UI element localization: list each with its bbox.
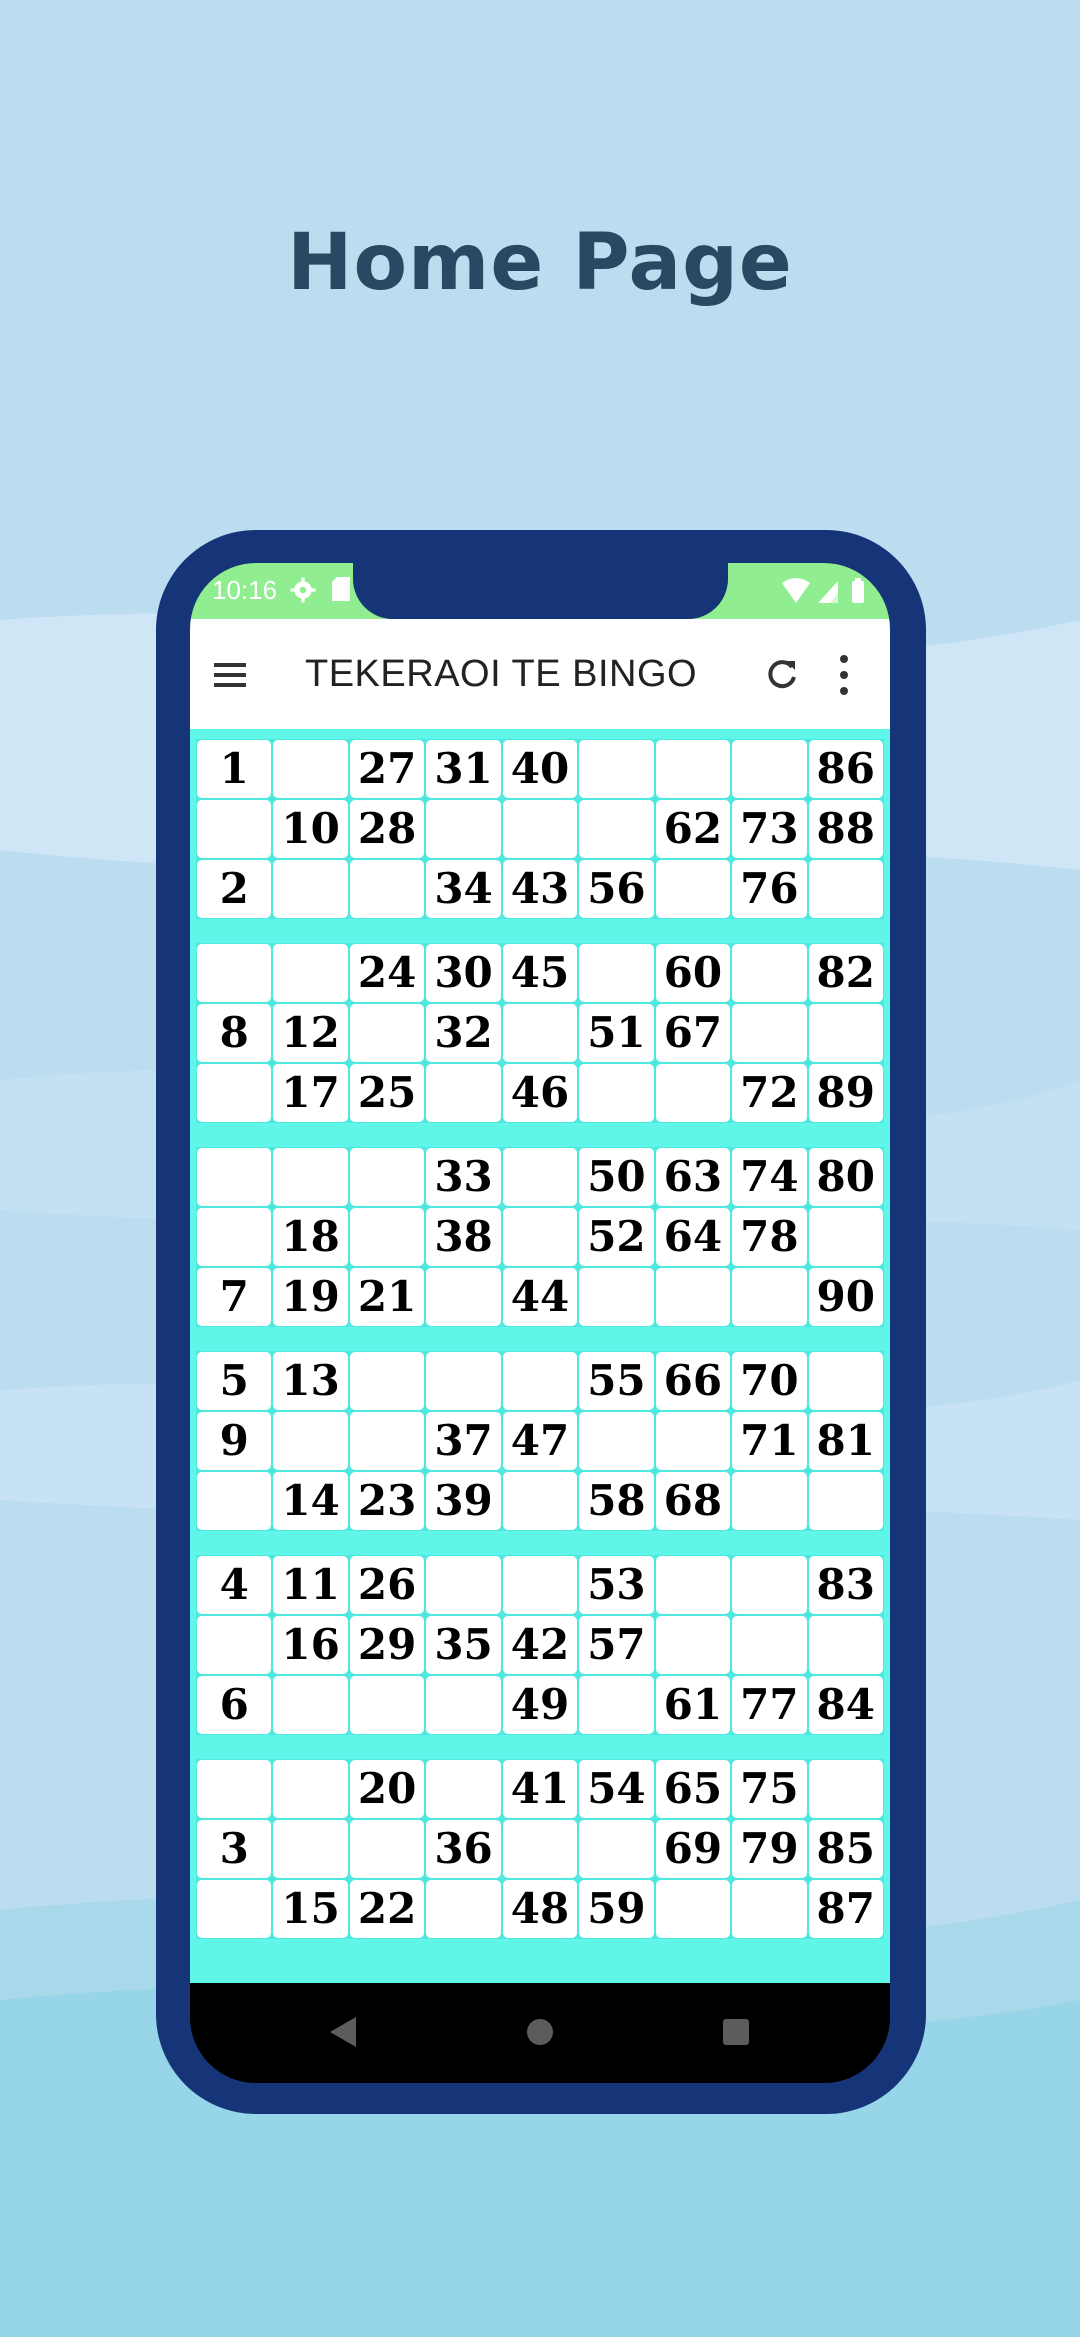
ticket-cell[interactable] <box>426 1352 500 1410</box>
ticket-cell[interactable] <box>197 1148 271 1206</box>
ticket-cell[interactable]: 84 <box>809 1676 883 1734</box>
ticket-cell[interactable]: 57 <box>579 1616 653 1674</box>
ticket-cell[interactable] <box>656 1064 730 1122</box>
ticket-cell[interactable] <box>350 860 424 918</box>
bingo-ticket <box>196 943 884 1123</box>
ticket-cell[interactable] <box>579 1676 653 1734</box>
ticket-cell[interactable]: 8 <box>197 1004 271 1062</box>
ticket-cell[interactable] <box>503 1148 577 1206</box>
ticket-cell[interactable]: 21 <box>350 1268 424 1326</box>
ticket-cell[interactable]: 53 <box>579 1556 653 1614</box>
ticket-cell[interactable]: 48 <box>503 1880 577 1938</box>
ticket-cell[interactable]: 23 <box>350 1472 424 1530</box>
ticket-cell[interactable]: 22 <box>350 1880 424 1938</box>
ticket-cell[interactable]: 83 <box>809 1556 883 1614</box>
ticket-cell[interactable] <box>273 1820 347 1878</box>
ticket-cell[interactable]: 65 <box>656 1760 730 1818</box>
ticket-cell[interactable]: 66 <box>656 1352 730 1410</box>
ticket-cell[interactable] <box>503 1820 577 1878</box>
ticket-cell[interactable]: 50 <box>579 1148 653 1206</box>
ticket-cell[interactable] <box>732 944 806 1002</box>
ticket-cell[interactable]: 47 <box>503 1412 577 1470</box>
ticket-cell[interactable]: 63 <box>656 1148 730 1206</box>
ticket-cell[interactable]: 69 <box>656 1820 730 1878</box>
promo-title: Home Page <box>287 218 793 308</box>
ticket-cell[interactable] <box>809 1616 883 1674</box>
ticket-cell[interactable]: 62 <box>656 800 730 858</box>
camera-notch <box>353 563 728 619</box>
ticket-cell[interactable] <box>656 1268 730 1326</box>
ticket-cell[interactable] <box>426 1760 500 1818</box>
ticket-cell[interactable]: 6 <box>197 1676 271 1734</box>
tickets-container <box>190 729 890 1983</box>
wifi-signal-battery-icon <box>780 577 870 605</box>
ticket-cell[interactable] <box>426 1676 500 1734</box>
ticket-cell[interactable]: 75 <box>732 1760 806 1818</box>
ticket-cell[interactable] <box>350 1676 424 1734</box>
ticket-cell[interactable] <box>273 740 347 798</box>
ticket-cell[interactable] <box>197 944 271 1002</box>
ticket-cell[interactable]: 46 <box>503 1064 577 1122</box>
ticket-cell[interactable] <box>350 1004 424 1062</box>
ticket-cell[interactable]: 16 <box>273 1616 347 1674</box>
ticket-cell[interactable]: 9 <box>197 1412 271 1470</box>
ticket-cell[interactable]: 11 <box>273 1556 347 1614</box>
ticket-cell[interactable]: 85 <box>809 1820 883 1878</box>
home-icon[interactable] <box>526 2018 554 2046</box>
ticket-cell[interactable]: 36 <box>426 1820 500 1878</box>
ticket-cell[interactable] <box>273 1412 347 1470</box>
ticket-cell[interactable] <box>273 944 347 1002</box>
ticket-cell[interactable]: 33 <box>426 1148 500 1206</box>
ticket-cell[interactable] <box>732 1556 806 1614</box>
ticket-cell[interactable]: 19 <box>273 1268 347 1326</box>
ticket-cell[interactable]: 17 <box>273 1064 347 1122</box>
ticket-cell[interactable]: 88 <box>809 800 883 858</box>
ticket-cell[interactable] <box>350 1148 424 1206</box>
ticket-cell[interactable]: 71 <box>732 1412 806 1470</box>
ticket-cell[interactable] <box>426 1880 500 1938</box>
settings-gear-icon <box>290 577 316 603</box>
ticket-cell[interactable] <box>197 1472 271 1530</box>
ticket-cell[interactable]: 14 <box>273 1472 347 1530</box>
ticket-cell[interactable]: 73 <box>732 800 806 858</box>
status-time: 10:16 <box>212 575 278 605</box>
ticket-cell[interactable]: 49 <box>503 1676 577 1734</box>
ticket-cell[interactable]: 87 <box>809 1880 883 1938</box>
ticket-cell[interactable] <box>197 1208 271 1266</box>
ticket-cell[interactable]: 7 <box>197 1268 271 1326</box>
ticket-cell[interactable]: 78 <box>732 1208 806 1266</box>
ticket-cell[interactable]: 45 <box>503 944 577 1002</box>
ticket-cell[interactable]: 70 <box>732 1352 806 1410</box>
ticket-cell[interactable] <box>503 1208 577 1266</box>
ticket-cell[interactable]: 42 <box>503 1616 577 1674</box>
ticket-cell[interactable] <box>273 860 347 918</box>
ticket-cell[interactable]: 24 <box>350 944 424 1002</box>
ticket-cell[interactable] <box>809 860 883 918</box>
ticket-cell[interactable]: 68 <box>656 1472 730 1530</box>
ticket-cell[interactable] <box>350 1820 424 1878</box>
more-vert-icon[interactable] <box>834 653 854 697</box>
ticket-cell[interactable]: 27 <box>350 740 424 798</box>
sd-card-icon <box>332 577 350 601</box>
bingo-ticket <box>196 1147 884 1327</box>
ticket-cell[interactable] <box>732 1616 806 1674</box>
ticket-cell[interactable] <box>579 1064 653 1122</box>
ticket-cell[interactable] <box>426 800 500 858</box>
app-bar <box>190 619 890 729</box>
ticket-cell[interactable] <box>273 1760 347 1818</box>
ticket-cell[interactable]: 5 <box>197 1352 271 1410</box>
ticket-cell[interactable]: 15 <box>273 1880 347 1938</box>
ticket-cell[interactable] <box>732 1472 806 1530</box>
ticket-cell[interactable]: 34 <box>426 860 500 918</box>
ticket-cell[interactable]: 56 <box>579 860 653 918</box>
ticket-cell[interactable]: 76 <box>732 860 806 918</box>
ticket-cell[interactable]: 30 <box>426 944 500 1002</box>
ticket-cell[interactable] <box>197 1880 271 1938</box>
ticket-cell[interactable]: 55 <box>579 1352 653 1410</box>
ticket-cell[interactable]: 4 <box>197 1556 271 1614</box>
ticket-cell[interactable]: 54 <box>579 1760 653 1818</box>
refresh-icon[interactable] <box>762 655 802 695</box>
ticket-cell[interactable]: 80 <box>809 1148 883 1206</box>
ticket-cell[interactable] <box>809 1472 883 1530</box>
ticket-cell[interactable]: 61 <box>656 1676 730 1734</box>
ticket-cell[interactable]: 41 <box>503 1760 577 1818</box>
ticket-cell[interactable] <box>426 1064 500 1122</box>
ticket-cell[interactable] <box>579 740 653 798</box>
ticket-cell[interactable]: 3 <box>197 1820 271 1878</box>
ticket-cell[interactable] <box>273 1676 347 1734</box>
ticket-cell[interactable] <box>350 1412 424 1470</box>
app-title: TEKERAOI TE BINGO <box>305 653 698 695</box>
ticket-cell[interactable] <box>732 1268 806 1326</box>
ticket-cell[interactable]: 13 <box>273 1352 347 1410</box>
ticket-cell[interactable] <box>732 1880 806 1938</box>
ticket-cell[interactable] <box>197 1760 271 1818</box>
ticket-cell[interactable]: 43 <box>503 860 577 918</box>
ticket-cell[interactable]: 31 <box>426 740 500 798</box>
ticket-cell[interactable] <box>503 1004 577 1062</box>
ticket-cell[interactable]: 77 <box>732 1676 806 1734</box>
ticket-cell[interactable]: 90 <box>809 1268 883 1326</box>
ticket-cell[interactable]: 74 <box>732 1148 806 1206</box>
ticket-cell[interactable] <box>503 1556 577 1614</box>
ticket-cell[interactable]: 51 <box>579 1004 653 1062</box>
phone-screen <box>190 563 890 2083</box>
ticket-cell[interactable]: 72 <box>732 1064 806 1122</box>
ticket-cell[interactable] <box>656 1616 730 1674</box>
navigation-bar <box>190 1983 890 2083</box>
back-icon[interactable] <box>328 2015 358 2049</box>
ticket-cell[interactable]: 18 <box>273 1208 347 1266</box>
ticket-cell[interactable]: 2 <box>197 860 271 918</box>
ticket-cell[interactable] <box>809 1352 883 1410</box>
ticket-cell[interactable] <box>426 1268 500 1326</box>
hamburger-menu-icon[interactable] <box>210 655 250 695</box>
ticket-cell[interactable] <box>656 1556 730 1614</box>
recents-icon[interactable] <box>722 2018 750 2046</box>
ticket-cell[interactable]: 58 <box>579 1472 653 1530</box>
ticket-cell[interactable]: 12 <box>273 1004 347 1062</box>
status-bar <box>190 563 890 619</box>
ticket-cell[interactable] <box>350 1208 424 1266</box>
bingo-ticket <box>196 1759 884 1939</box>
ticket-cell[interactable]: 60 <box>656 944 730 1002</box>
ticket-cell[interactable]: 59 <box>579 1880 653 1938</box>
ticket-cell[interactable]: 79 <box>732 1820 806 1878</box>
ticket-cell[interactable] <box>273 1148 347 1206</box>
ticket-cell[interactable] <box>503 800 577 858</box>
bingo-ticket <box>196 739 884 919</box>
ticket-cell[interactable] <box>579 1820 653 1878</box>
ticket-cell[interactable]: 82 <box>809 944 883 1002</box>
ticket-cell[interactable] <box>503 1472 577 1530</box>
ticket-cell[interactable]: 25 <box>350 1064 424 1122</box>
ticket-cell[interactable] <box>197 1064 271 1122</box>
ticket-cell[interactable] <box>656 1412 730 1470</box>
ticket-cell[interactable] <box>656 1880 730 1938</box>
ticket-cell[interactable]: 67 <box>656 1004 730 1062</box>
ticket-cell[interactable]: 39 <box>426 1472 500 1530</box>
ticket-cell[interactable] <box>579 800 653 858</box>
ticket-cell[interactable]: 38 <box>426 1208 500 1266</box>
ticket-cell[interactable]: 40 <box>503 740 577 798</box>
ticket-cell[interactable] <box>732 1004 806 1062</box>
ticket-cell[interactable] <box>809 1004 883 1062</box>
ticket-cell[interactable]: 10 <box>273 800 347 858</box>
ticket-cell[interactable]: 37 <box>426 1412 500 1470</box>
ticket-cell[interactable]: 52 <box>579 1208 653 1266</box>
ticket-cell[interactable]: 86 <box>809 740 883 798</box>
ticket-cell[interactable]: 29 <box>350 1616 424 1674</box>
ticket-cell[interactable] <box>656 860 730 918</box>
ticket-cell[interactable] <box>732 740 806 798</box>
ticket-cell[interactable] <box>809 1760 883 1818</box>
bingo-ticket <box>196 1555 884 1735</box>
ticket-cell[interactable]: 64 <box>656 1208 730 1266</box>
ticket-cell[interactable]: 81 <box>809 1412 883 1470</box>
bingo-ticket <box>196 1351 884 1531</box>
ticket-cell[interactable]: 35 <box>426 1616 500 1674</box>
ticket-cell[interactable] <box>579 1412 653 1470</box>
ticket-cell[interactable] <box>350 1352 424 1410</box>
ticket-cell[interactable]: 20 <box>350 1760 424 1818</box>
ticket-cell[interactable]: 44 <box>503 1268 577 1326</box>
ticket-cell[interactable] <box>503 1352 577 1410</box>
ticket-cell[interactable] <box>426 1556 500 1614</box>
ticket-cell[interactable] <box>809 1208 883 1266</box>
ticket-cell[interactable]: 26 <box>350 1556 424 1614</box>
ticket-cell[interactable]: 28 <box>350 800 424 858</box>
ticket-cell[interactable]: 1 <box>197 740 271 798</box>
ticket-cell[interactable] <box>656 740 730 798</box>
ticket-cell[interactable]: 89 <box>809 1064 883 1122</box>
ticket-cell[interactable] <box>197 1616 271 1674</box>
ticket-cell[interactable] <box>579 944 653 1002</box>
ticket-cell[interactable] <box>197 800 271 858</box>
ticket-cell[interactable] <box>579 1268 653 1326</box>
ticket-cell[interactable]: 32 <box>426 1004 500 1062</box>
